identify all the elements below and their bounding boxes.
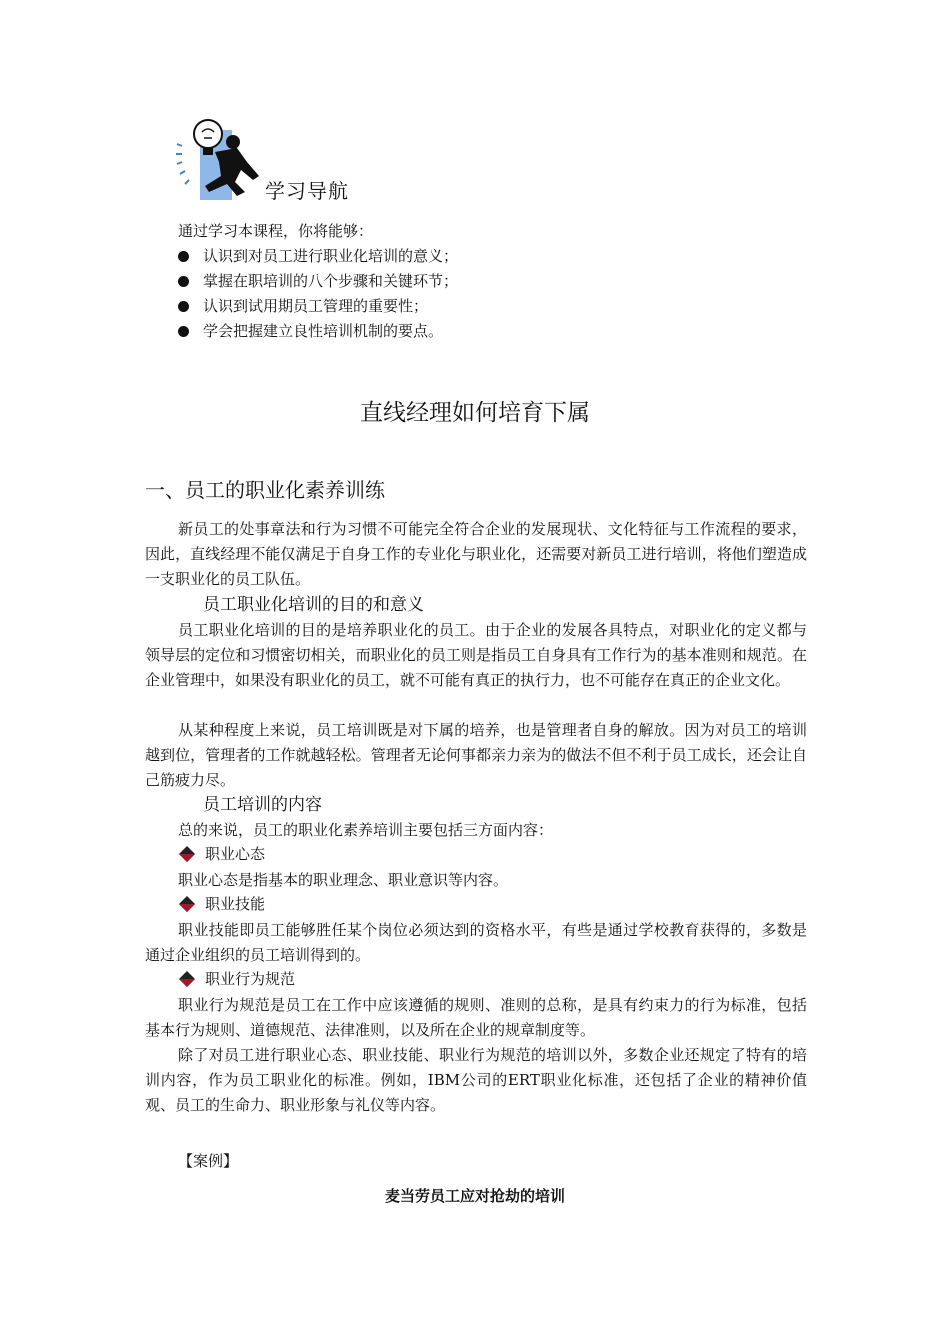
paragraph-specific-training: 除了对员工进行职业心态、职业技能、职业行为规范的培训以外，多数企业还规定了特有的培训内容，作为员工职业化的标准。例如，IBM公司的ERT职业化标准，还包括了企业的精神价值观、员工的生命力、职业形象与礼仪等内容。 — [145, 1046, 807, 1114]
content-intro: 总的来说，员工的职业化素养培训主要包括三方面内容： — [178, 821, 554, 839]
section-heading: 一、员工的职业化素养训练 — [145, 478, 385, 502]
nav-intro: 通过学习本课程，你将能够： — [178, 222, 374, 240]
bullet-icon — [178, 301, 189, 312]
list-item: 学会把握建立良性培训机制的要点。 — [178, 319, 778, 344]
list-item: 认识到对员工进行职业化培训的意义； — [178, 244, 778, 269]
subheading-content: 员工培训的内容 — [203, 795, 322, 815]
document-title: 直线经理如何培育下属 — [360, 400, 590, 426]
list-item: 掌握在职培训的八个步骤和关键环节； — [178, 269, 778, 294]
content-item-mindset-text: 职业心态是指基本的职业理念、职业意识等内容。 — [178, 871, 509, 889]
content-item-conduct: 职业行为规范 — [178, 968, 295, 989]
learning-navigation-icon — [175, 112, 267, 202]
objectives-list — [178, 244, 778, 344]
paragraph-liberation: 从某种程度上来说，员工培训既是对下属的培养，也是管理者自身的解放。因为对员工的培训越到位，管理者的工作就越轻松。管理者无论何事都亲力亲为的做法不但不利于员工成长，还会让自己筋疲力尽。 — [145, 721, 807, 789]
content-item-mindset: 职业心态 — [178, 843, 265, 864]
paragraph-purpose: 员工职业化培训的目的是培养职业化的员工。由于企业的发展各具特点，对职业化的定义都与领导层的定位和习惯密切相关，而职业化的员工则是指员工自身具有工作行为的基本准则和规范。在企业管理中，如果没有职业化的员工，就不可能有真正的执行力，也不可能存在真正的企业文化。 — [145, 621, 807, 689]
bullet-icon — [178, 251, 189, 262]
bullet-icon — [178, 276, 189, 287]
bullet-icon — [178, 326, 189, 337]
content-item-conduct-text: 职业行为规范是员工在工作中应该遵循的规则、准则的总称，是具有约束力的行为标准，包括基本行为规则、道德规范、法律准则，以及所在企业的规章制度等。 — [145, 996, 807, 1039]
diamond-arrow-icon — [178, 970, 196, 988]
content-item-skills-text: 职业技能即员工能够胜任某个岗位必须达到的资格水平，有些是通过学校教育获得的，多数是通过企业组织的员工培训得到的。 — [145, 921, 807, 964]
subheading-purpose: 员工职业化培训的目的和意义 — [203, 595, 424, 615]
content-item-skills: 职业技能 — [178, 893, 265, 914]
nav-title: 学习导航 — [265, 179, 349, 203]
diamond-arrow-icon — [178, 845, 196, 863]
paragraph-intro: 新员工的处事章法和行为习惯不可能完全符合企业的发展现状、文化特征与工作流程的要求，因此，直线经理不能仅满足于自身工作的专业化与职业化，还需要对新员工进行培训，将他们塑造成一支职业化的员工队伍。 — [145, 520, 807, 588]
diamond-arrow-icon — [178, 895, 196, 913]
case-title: 麦当劳员工应对抢劫的培训 — [384, 1187, 565, 1205]
list-item: 认识到试用期员工管理的重要性； — [178, 294, 778, 319]
case-label: 【案例】 — [178, 1152, 239, 1170]
